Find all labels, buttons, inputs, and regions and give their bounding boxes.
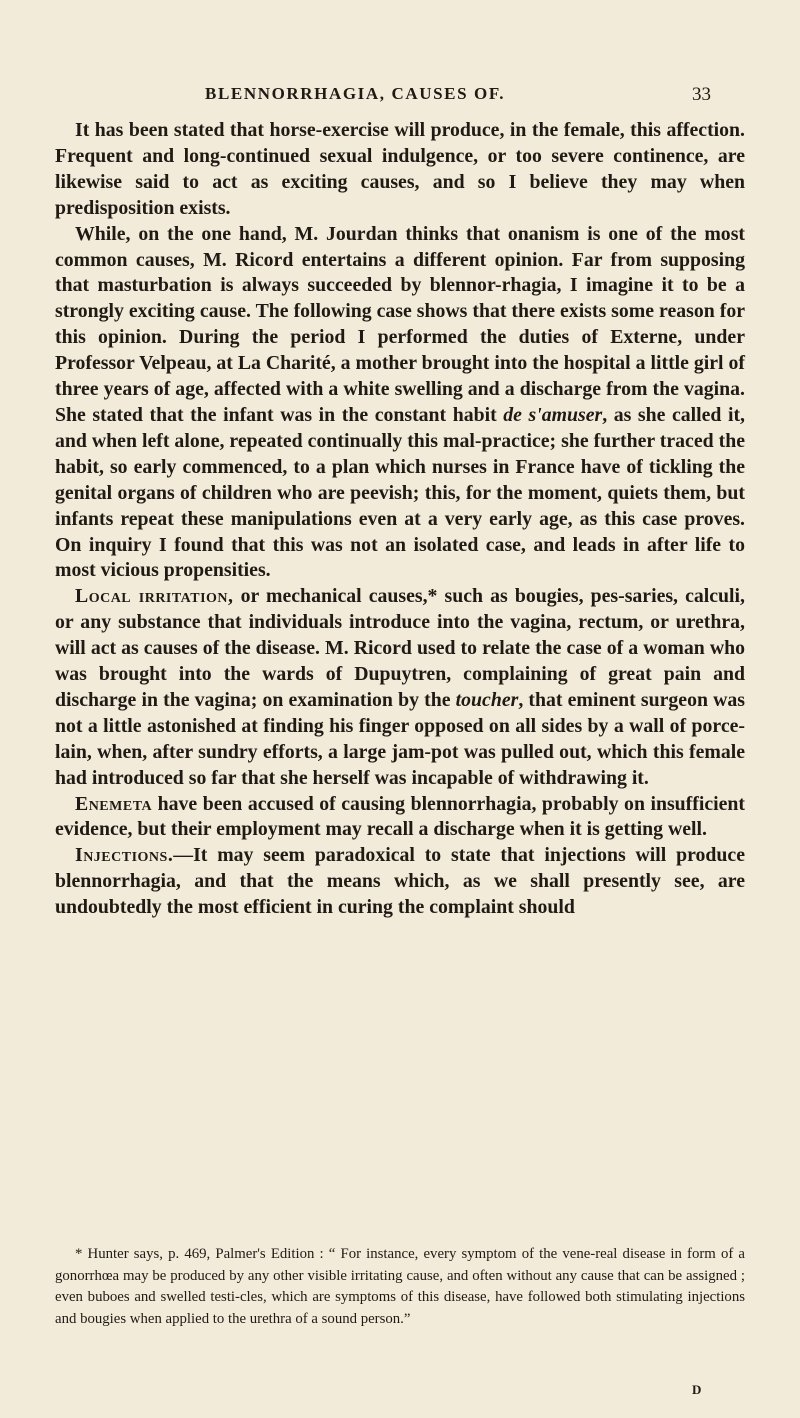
page-number: 33 xyxy=(692,84,711,105)
paragraph-local-irritation xyxy=(55,584,745,791)
paragraph-onanism xyxy=(55,222,745,585)
footnote-text: * Hunter says, p. 469, Palmer's Edition : “ For instance, every symptom of the vene-real disease in form of a gonorrhœa may be produced by any other visible irritating cause, and often without any cause that can be assigned ; even buboes and swelled testi-cles, which are symptoms of this disease, have followed both stimulating injections and bougies when applied to the urethra of a sound person.” xyxy=(55,1246,745,1327)
paragraph-onanism-part2: , as she called it, and when left alone, repeated continually this mal-practice; she further traced the habit, so early commenced, to a plan which nurses in France have of tickling the genital organs of children who are peevish; this, for the moment, quiets them, but infants repeat these manipulations even at a very early age, as this case proves. On inquiry I found that this was not an isolated case, and leads in after life to most vicious propensities. xyxy=(55,403,745,582)
paragraph-injections xyxy=(55,843,745,921)
running-title: BLENNORRHAGIA, CAUSES OF. xyxy=(205,84,506,103)
paragraph-local-irritation-italic: toucher xyxy=(455,688,519,711)
paragraph-local-irritation-part1: or mechanical causes,* such as bougies, pes-saries, calculi, or any substance that individuals introduce into the vagina, rectum, or urethra, will act as causes of the disease. M. Ricord used to relate the case of a woman who was brought into the wards of Dupuytren, complaining of great pain and discharge in the vagina; on examination by the xyxy=(55,585,745,711)
footnote xyxy=(55,1244,745,1330)
paragraph-onanism-part1: While, on the one hand, M. Jourdan thinks that onanism is one of the most common causes, M. Ricord entertains a different opinion. Far from supposing that masturbation is always succeeded by blennor-rhagia, I imagine it to be a strongly exciting cause. The following case shows that there exists some reason for this opinion. During the period I performed the duties of Externe, under Professor Velpeau, at La Charité, a mother brought into the hospital a little girl of three years of age, affected with a white swelling and a discharge from the vagina. She stated that the infant was in the constant habit xyxy=(55,222,745,426)
running-head xyxy=(0,84,800,114)
paragraph-local-irritation-part2: , that eminent surgeon was not a little astonished at finding his finger opposed on all sides by a wall of porce-lain, when, after sundry efforts, a large jam-pot was pulled out, which this female had introduced so far that she herself was incapable of withdrawing it. xyxy=(55,688,745,789)
heading-injections: Injections. xyxy=(75,844,174,867)
paragraph-onanism-italic: de s'amuser xyxy=(503,403,603,426)
paragraph-enemeta-text: have been accused of causing blennorrhagia, probably on insufficient evidence, but their employment may recall a discharge when it is getting well. xyxy=(55,792,745,841)
paragraph-enemeta xyxy=(55,792,745,844)
heading-local-irritation: Local irritation, xyxy=(75,585,234,608)
body-text xyxy=(55,118,745,921)
paragraph-injections-text: —It may seem paradoxical to state that injections will produce blennorrhagia, and that the means which, as we shall presently see, are undoubtedly the most efficient in curing the complaint should xyxy=(55,844,745,919)
heading-enemeta: Enemeta xyxy=(75,792,153,815)
paragraph-continence: It has been stated that horse-exercise will produce, in the female, this affection. Frequent and long-continued sexual indulgence, or too severe continence, are likewise said to act as exciting causes, and so I believe they may when predisposition exists. xyxy=(55,119,745,219)
signature-mark: D xyxy=(692,1382,702,1397)
